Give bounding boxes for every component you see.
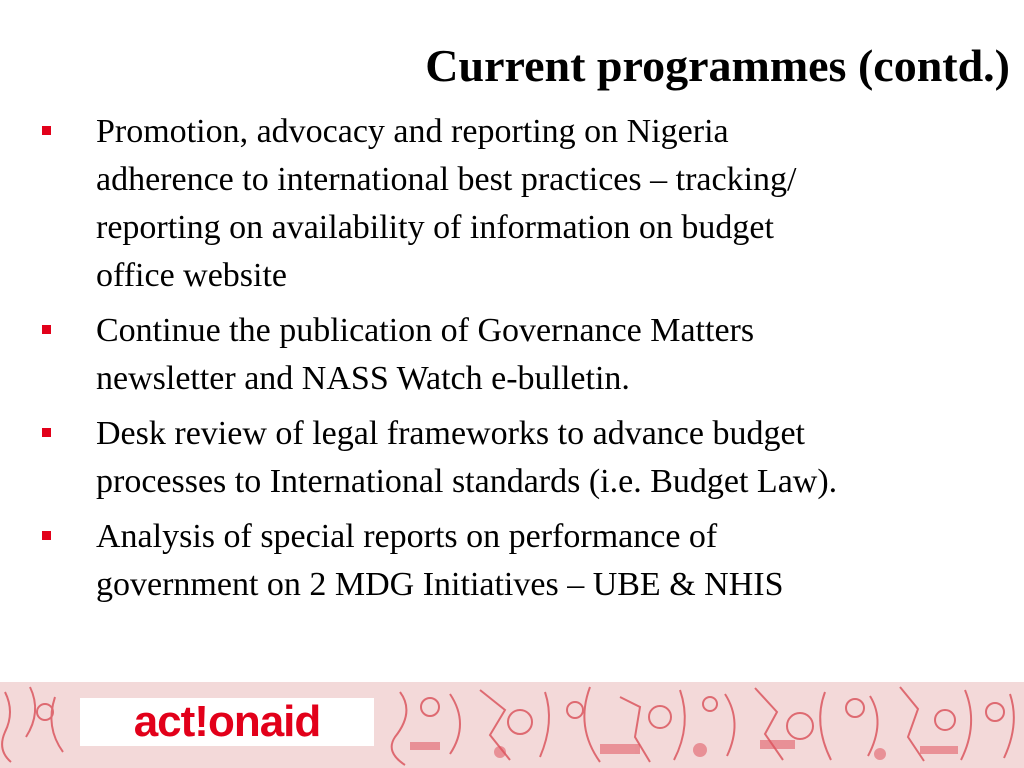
- bullet-line: government on 2 MDG Initiatives – UBE & NHIS: [96, 566, 784, 603]
- actionaid-logo: [80, 698, 374, 746]
- slide-title: Current programmes (contd.): [425, 40, 1010, 91]
- bullet-line: processes to International standards (i.e. Budget Law).: [96, 463, 838, 500]
- bullet-line: Desk review of legal frameworks to advance budget: [96, 415, 806, 452]
- square-bullet-icon: [42, 531, 51, 540]
- bullet-line: office website: [96, 257, 288, 294]
- square-bullet-icon: [42, 325, 51, 334]
- bullet-line: Continue the publication of Governance Matters: [96, 312, 755, 349]
- bullet-line: adherence to international best practices – tracking/: [96, 161, 797, 198]
- bullet-item: [0, 410, 1000, 506]
- bullet-item: [0, 108, 1000, 300]
- logo-text: act!onaid: [133, 697, 321, 746]
- footer-banner: [0, 682, 1024, 768]
- square-bullet-icon: [42, 428, 51, 437]
- bullet-line: Analysis of special reports on performance of: [96, 518, 718, 555]
- bullet-item: [0, 513, 1000, 609]
- bullet-line: newsletter and NASS Watch e-bulletin.: [96, 360, 630, 397]
- bullet-line: Promotion, advocacy and reporting on Nigeria: [96, 113, 729, 150]
- bullet-line: reporting on availability of information on budget: [96, 209, 774, 246]
- bullet-item: [0, 307, 1000, 403]
- square-bullet-icon: [42, 126, 51, 135]
- bullet-list: [0, 108, 1000, 616]
